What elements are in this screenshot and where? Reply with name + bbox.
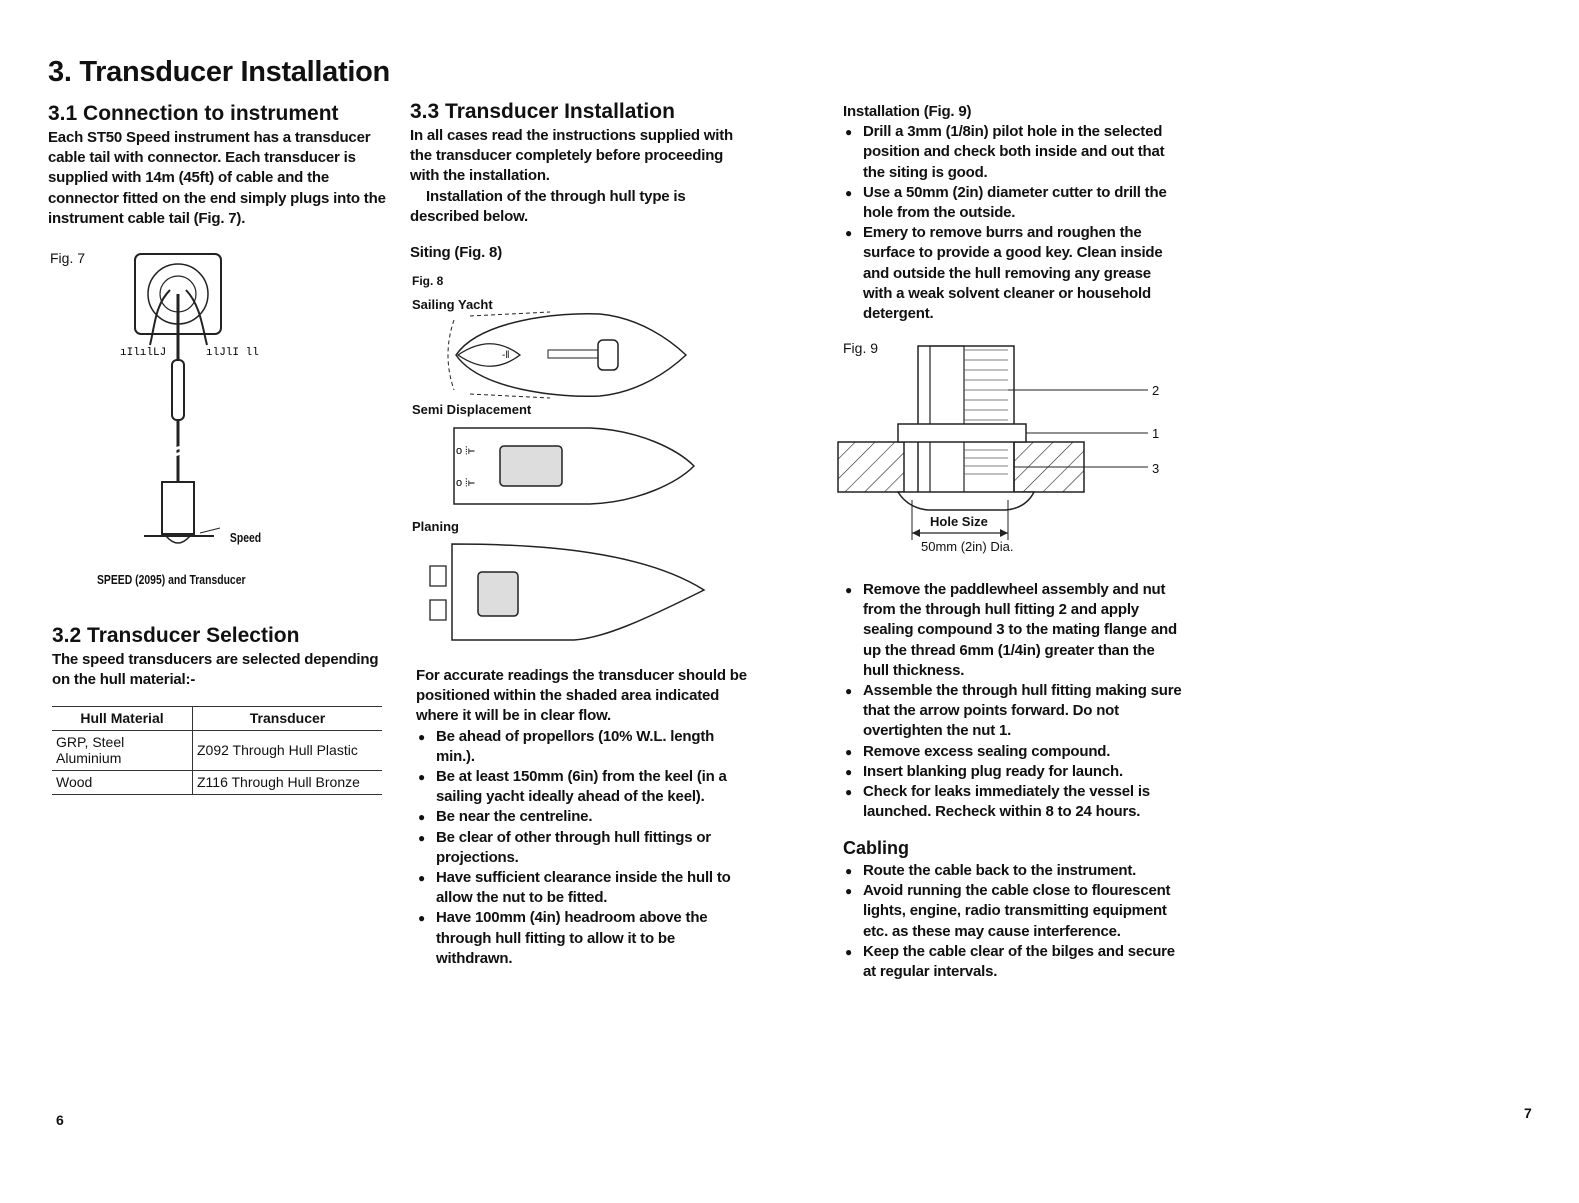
list-item: ● Emery to remove burrs and roughen the surface to provide a good key. Clean inside and outside the hull removing any grease with a weak solvent cleaner or household detergent.: [843, 223, 1183, 324]
svg-text:-ǁ: -ǁ: [502, 350, 510, 361]
siting-bullet-list: [416, 727, 756, 969]
section-3-3-body: [410, 126, 750, 227]
page-number-right: 7: [1524, 1105, 1532, 1121]
list-item: ● Be near the centreline.: [416, 807, 756, 827]
planing-label: Planing: [412, 519, 459, 534]
section-3-2-body: [52, 650, 382, 690]
svg-text:o ⦙⊢: o ⦙⊢: [456, 445, 475, 457]
fitting-flange: [898, 492, 1034, 510]
installation-bullet-list: [843, 122, 1183, 324]
list-item: ● Insert blanking plug ready for launch.: [843, 762, 1183, 782]
fig-7-caption: SPEED (2095) and Transducer: [97, 572, 246, 587]
semi-displacement-diagram: [450, 420, 700, 510]
siting-requirements: [416, 666, 756, 969]
section-3-2-heading: 3.2 Transducer Selection: [52, 624, 300, 647]
assembly-bullet-list: [843, 580, 1183, 822]
list-item: ● Have 100mm (4in) headroom above the through hull fitting to allow it to be withdrawn.: [416, 908, 756, 969]
text-line: The speed transducers are selected depending: [52, 651, 379, 668]
fig-7-diagram: [110, 250, 260, 560]
cabling-bullet-list: [843, 861, 1183, 982]
text-line: the transducer completely before proceeding: [410, 147, 724, 165]
list-item: ● Use a 50mm (2in) diameter cutter to drill the hole from the outside.: [843, 183, 1183, 223]
text-line: instrument cable tail (Fig. 7).: [48, 209, 246, 227]
list-item: ● Be clear of other through hull fittings or projections.: [416, 828, 756, 868]
planing-diagram: [424, 540, 714, 645]
text-line: Each ST50 Speed instrument has a transducer: [48, 129, 371, 146]
callout-2: 2: [1152, 383, 1160, 398]
assembly-section: [843, 580, 1183, 822]
hole-size-label: Hole Size: [930, 514, 988, 529]
column-header: Hull Material: [52, 707, 193, 731]
list-item: ● Have sufficient clearance inside the hull to allow the nut to be fitted.: [416, 868, 756, 908]
hull-material-table: [52, 706, 382, 795]
text-line: connector fitted on the end simply plugs into the: [48, 189, 386, 207]
hull-section-left: [838, 442, 904, 492]
list-item: ● Avoid running the cable close to flourescent lights, engine, radio transmitting equipment etc. as these may cause interference.: [843, 881, 1183, 942]
cabling-section: [843, 861, 1183, 982]
installation-heading: Installation (Fig. 9): [843, 103, 972, 120]
text-line: supplied with 14m (45ft) of cable and the: [48, 169, 330, 187]
table-cell: Wood: [52, 771, 193, 795]
fig-9-diagram: [838, 340, 1168, 520]
cable-connector: [172, 360, 184, 420]
section-3-1-body: [48, 128, 388, 229]
list-item: ● Keep the cable clear of the bilges and secure at regular intervals.: [843, 942, 1183, 982]
column-header: Transducer: [249, 710, 326, 726]
table-row: [52, 731, 382, 771]
list-item: ● Assemble the through hull fitting making sure that the arrow points forward. Do not overtighten the nut 1.: [843, 681, 1183, 742]
semi-displacement-label: Semi Displacement: [412, 402, 532, 417]
text-line: positioned within the shaded area indicated: [416, 687, 720, 705]
sailing-yacht-diagram: [440, 310, 700, 400]
callout-3: 3: [1152, 461, 1160, 476]
table-row: [52, 771, 382, 795]
speed-transducer: [162, 482, 194, 534]
page-title: 3. Transducer Installation: [48, 56, 390, 88]
text-line: where it will be in clear flow.: [416, 707, 611, 725]
text-line: cable tail with connector. Each transducer is: [48, 149, 356, 167]
section-3-1-heading: 3.1 Connection to instrument: [48, 102, 339, 125]
shaded-area: [478, 572, 518, 616]
table-cell: GRP, Steel Aluminium: [52, 731, 193, 771]
list-item: ● Remove the paddlewheel assembly and nut from the through hull fitting 2 and apply sealing compound 3 to the mating flange and up the thread 6mm (1/4in) greater than the hull thickness.: [843, 580, 1183, 681]
through-hull-fitting: [918, 346, 1014, 496]
section-3-3-heading: 3.3 Transducer Installation: [410, 100, 675, 123]
sailing-yacht-label: Sailing Yacht: [412, 297, 493, 312]
list-item: ● Remove excess sealing compound.: [843, 742, 1183, 762]
fitting-nut: [898, 424, 1026, 442]
callout-1: 1: [1152, 426, 1160, 441]
svg-text:ıIlılLJ: ıIlılLJ: [120, 347, 167, 359]
speed-label: Speed: [229, 530, 262, 545]
list-item: ● Be ahead of propellors (10% W.L. length min.).: [416, 727, 756, 767]
text-line: described below.: [410, 207, 528, 225]
list-item: ● Check for leaks immediately the vessel is launched. Recheck within 8 to 24 hours.: [843, 782, 1183, 822]
table-cell: Z116 Through Hull Bronze: [197, 774, 360, 790]
siting-heading: Siting (Fig. 8): [410, 244, 502, 261]
fig-9-label: Fig. 9: [843, 340, 879, 356]
list-item: ● Route the cable back to the instrument.: [843, 861, 1183, 881]
list-item: ● Be at least 150mm (6in) from the keel (in a sailing yacht ideally ahead of the keel).: [416, 767, 756, 807]
fig-7-label: Fig. 7: [50, 250, 86, 266]
installation-section: [843, 102, 1183, 324]
svg-text:ılJlI ll: ılJlI ll: [206, 347, 259, 359]
shaded-area: [500, 446, 562, 486]
text-line: on the hull material:-: [52, 671, 196, 689]
table-cell: Z092 Through Hull Plastic: [197, 742, 358, 758]
text-line: with the installation.: [410, 167, 550, 185]
list-item: ● Drill a 3mm (1/8in) pilot hole in the selected position and check both inside and out that the siting is good.: [843, 122, 1183, 183]
hole-dimension: 50mm (2in) Dia.: [921, 539, 1014, 554]
fig-8-label: Fig. 8: [412, 274, 444, 288]
text-line: In all cases read the instructions supplied with: [410, 127, 733, 144]
text-line: Installation of the through hull type is: [426, 187, 686, 205]
table-header-row: [52, 707, 382, 731]
cabling-heading: Cabling: [843, 838, 909, 858]
text-line: For accurate readings the transducer should be: [416, 667, 747, 684]
svg-text:o ⦙⊢: o ⦙⊢: [456, 477, 475, 489]
page-number-left: 6: [56, 1112, 64, 1128]
